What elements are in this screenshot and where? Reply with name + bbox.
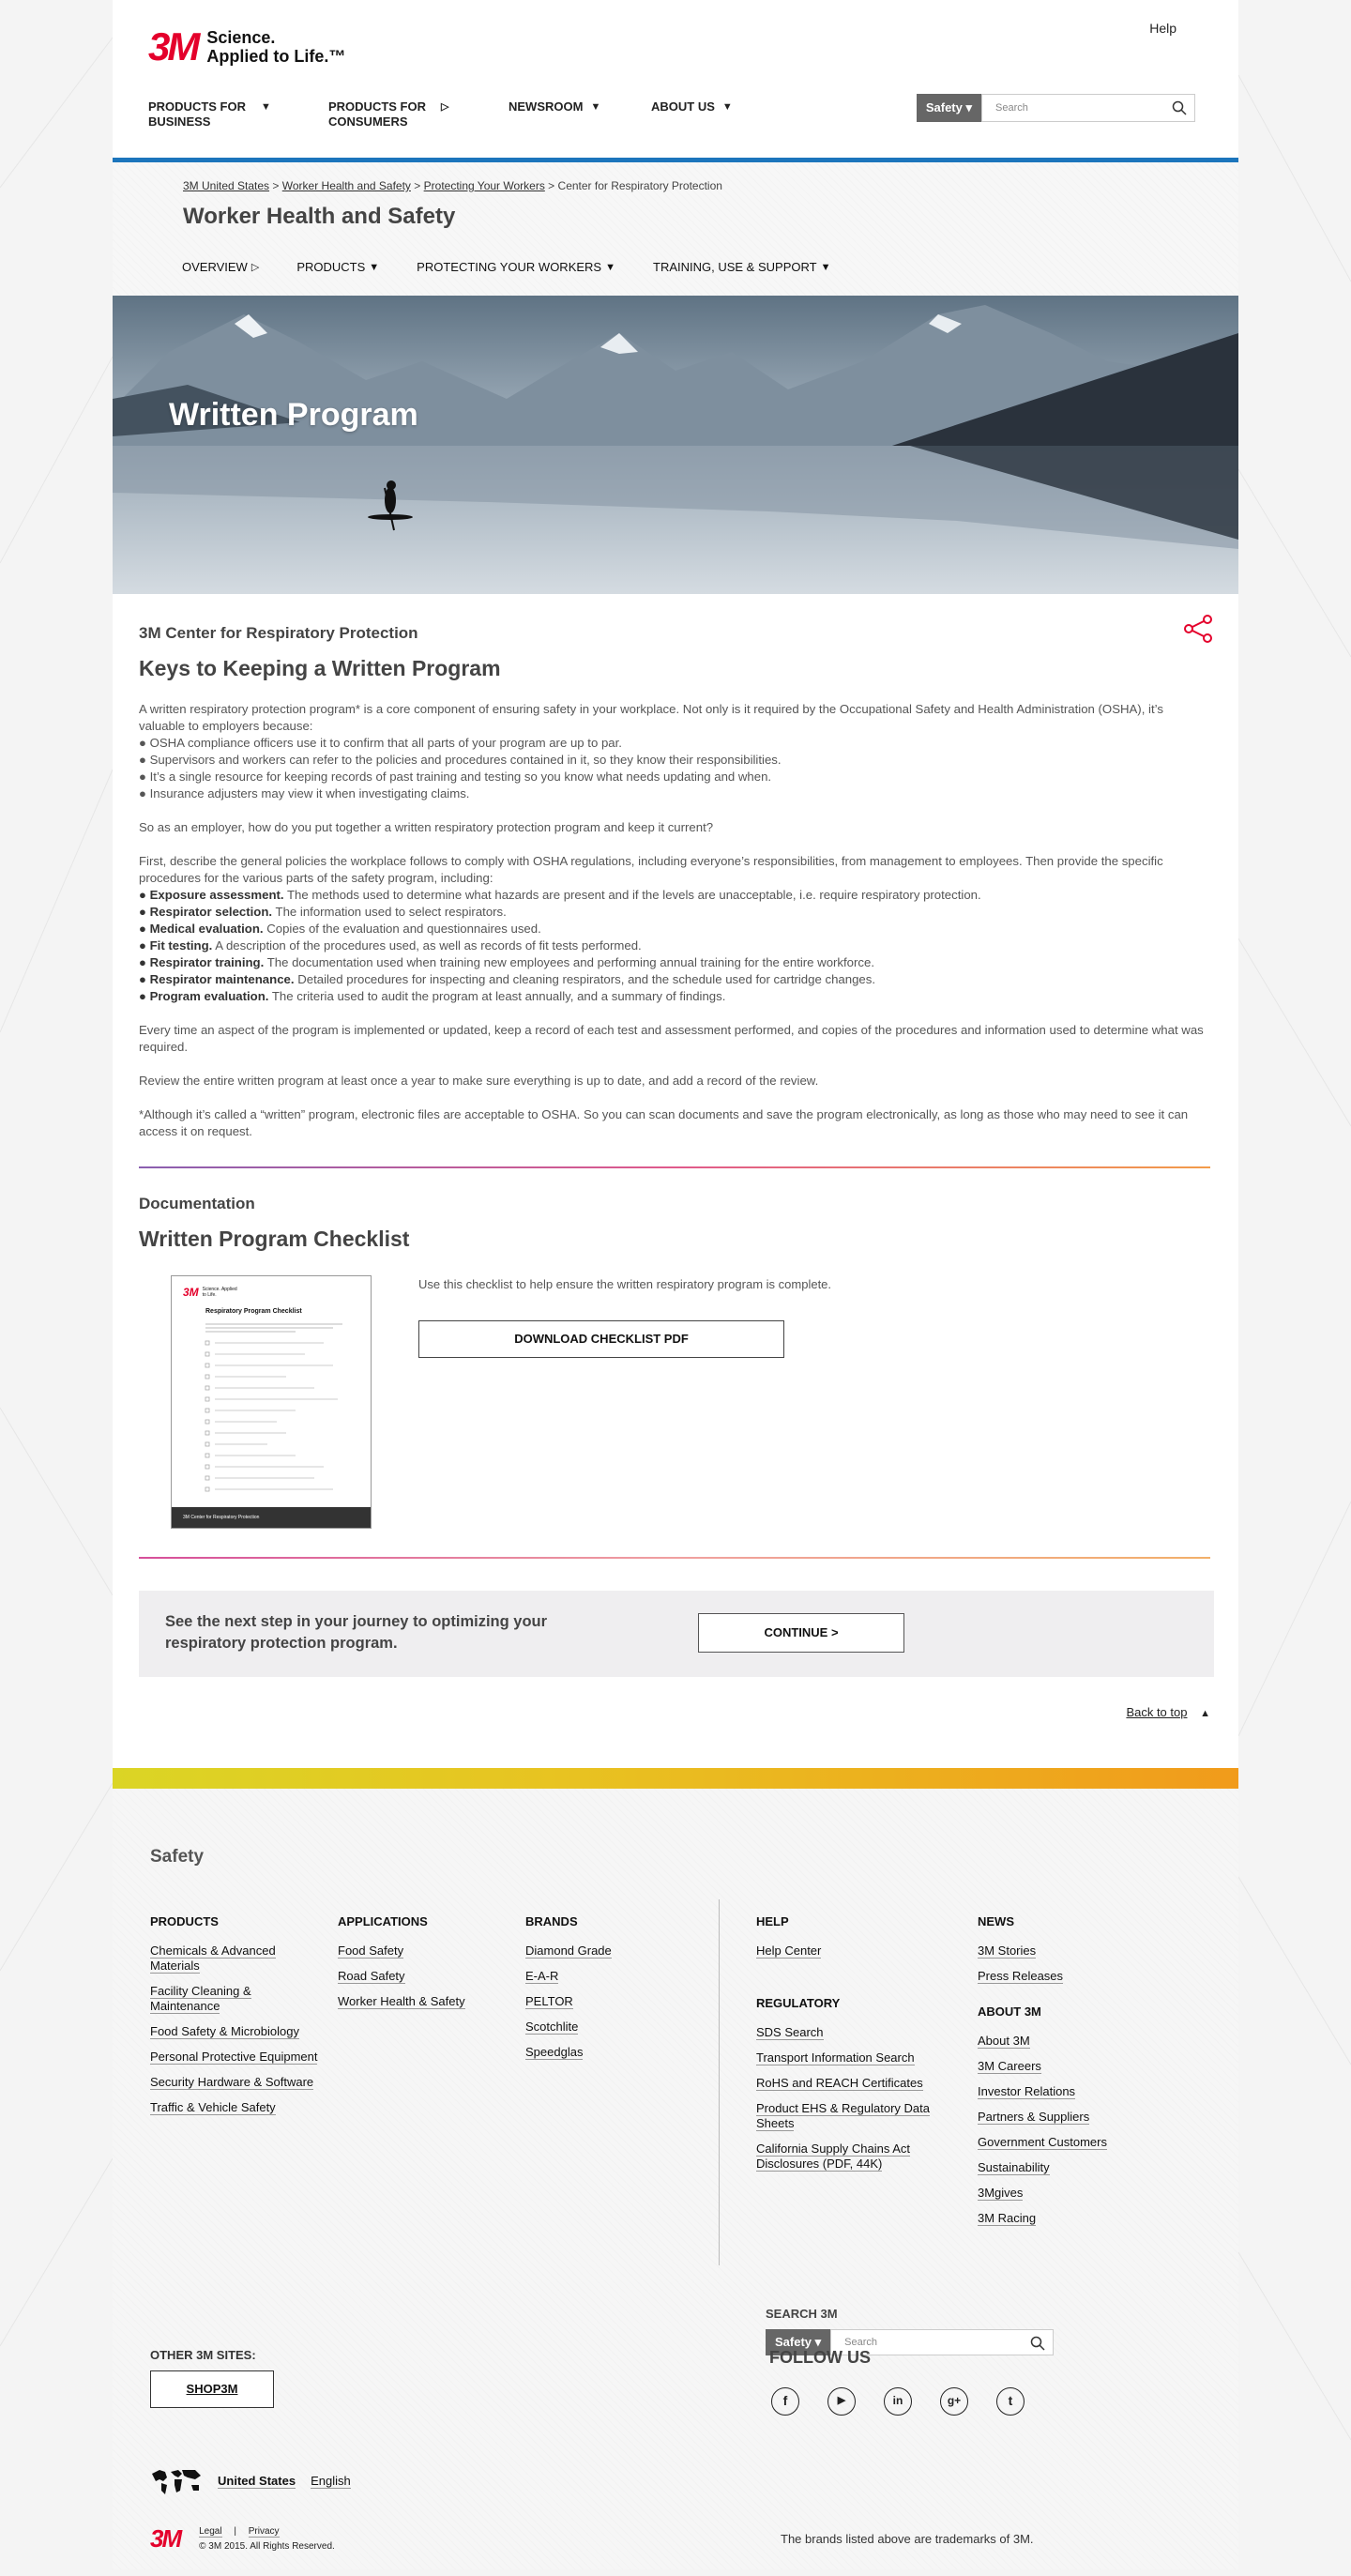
list-item: ● Respirator selection. The information used to select respirators. — [139, 905, 507, 919]
hero-title: Written Program — [169, 397, 418, 433]
triangle-down-icon: ▼ — [369, 261, 380, 273]
subnav-label: TRAINING, USE & SUPPORT — [653, 260, 817, 274]
thumb-footer — [172, 1507, 371, 1528]
list-item: ● Respirator training. The documentation used when training new employees and performing annual training for the entire workforce. — [139, 955, 875, 969]
footer-link[interactable]: Road Safety — [338, 1969, 405, 1983]
footer-link[interactable]: Partners & Suppliers — [978, 2110, 1090, 2124]
footer-link[interactable]: Worker Health & Safety — [338, 1994, 465, 2008]
footer-link[interactable]: Chemicals & Advanced Materials — [150, 1943, 276, 1973]
nav-products-business[interactable] — [148, 99, 298, 130]
section-header — [113, 162, 1238, 296]
footer-link[interactable]: Facility Cleaning & Maintenance — [150, 1984, 251, 2013]
locale-selector[interactable] — [150, 2466, 351, 2496]
triangle-down-icon: ▼ — [721, 101, 733, 113]
footer-heading: BRANDS — [525, 1914, 578, 1928]
documentation-title: Written Program Checklist — [139, 1227, 410, 1251]
share-icon[interactable] — [1182, 613, 1214, 645]
site-header — [113, 0, 1238, 158]
footer-logo: 3M — [150, 2524, 181, 2553]
footer-link[interactable]: Diamond Grade — [525, 1943, 612, 1958]
footer-link[interactable]: 3Mgives — [978, 2186, 1024, 2200]
procedures-intro: First, describe the general policies the workplace follows to comply with OSHA regulations, including everyone’s responsibilities, from management to employees. Then provide the specific procedures for the various parts of the safety program, including: — [139, 854, 1163, 885]
footer-link[interactable]: Scotchlite — [525, 2020, 579, 2034]
next-step-text: See the next step in your journey to optimizing your respiratory protection program. — [165, 1613, 548, 1652]
breadcrumb-separator: > — [272, 179, 280, 192]
list-item: ● Insurance adjusters may view it when investigating claims. — [139, 786, 470, 800]
nav-about-us[interactable] — [651, 99, 733, 130]
linkedin-icon[interactable]: in — [884, 2387, 912, 2416]
site-footer — [113, 1789, 1238, 2569]
other-sites-label: OTHER 3M SITES: — [150, 2348, 256, 2362]
footer-heading: REGULATORY — [756, 1996, 841, 2010]
search-placeholder: Search — [995, 102, 1028, 114]
nav-newsroom[interactable] — [509, 99, 621, 130]
thumb-tagline: Science. Applied to Life. — [202, 1287, 237, 1298]
breadcrumb-separator: > — [548, 179, 555, 192]
triangle-down-icon: ▼ — [605, 261, 615, 273]
locale-language: English — [311, 2474, 351, 2488]
main-content — [113, 594, 1238, 1768]
footer-link[interactable]: Food Safety — [338, 1943, 404, 1958]
legal-bar — [150, 2524, 335, 2554]
list-item: ● Supervisors and workers can refer to the policies and procedures contained in it, so they know their responsibilities. — [139, 753, 782, 767]
footer-link[interactable]: SDS Search — [756, 2025, 824, 2039]
breadcrumb — [183, 179, 722, 192]
download-checklist-button[interactable]: DOWNLOAD CHECKLIST PDF — [418, 1320, 784, 1358]
privacy-link[interactable]: Privacy — [248, 2526, 280, 2537]
next-step-banner — [139, 1591, 1214, 1677]
footer-link[interactable]: Sustainability — [978, 2160, 1050, 2174]
copyright-text: © 3M 2015. All Rights Reserved. — [199, 2541, 335, 2552]
triangle-down-icon: ▼ — [261, 101, 271, 113]
footer-accent-bar — [113, 1768, 1238, 1789]
list-item: ● OSHA compliance officers use it to confirm that all parts of your program are up to par. — [139, 736, 622, 750]
intro-text: A written respiratory protection program* is a core component of ensuring safety in your workplace. Not only is it required by the Occupational Safety and Health Administration (OSHA), it’s valuable to employers because: — [139, 702, 1163, 733]
tagline-line-2: Applied to Life.™ — [206, 47, 346, 66]
article-body — [139, 701, 1210, 1157]
article-eyebrow: 3M Center for Respiratory Protection — [139, 624, 418, 642]
nav-label: NEWSROOM — [509, 99, 584, 114]
search-icon[interactable] — [1172, 100, 1187, 115]
subnav-overview[interactable] — [182, 260, 259, 274]
nav-products-consumers[interactable] — [328, 99, 478, 130]
main-nav — [148, 99, 763, 130]
list-item: ● Respirator maintenance. Detailed procedures for inspecting and cleaning respirators, and the schedule used for cartridge changes. — [139, 972, 875, 986]
footer-heading: PRODUCTS — [150, 1914, 219, 1928]
page — [113, 0, 1238, 2569]
triangle-right-icon: ▷ — [250, 262, 260, 273]
section-title: Worker Health and Safety — [183, 204, 456, 229]
documentation-eyebrow: Documentation — [139, 1195, 255, 1212]
footer-link[interactable]: 3M Careers — [978, 2059, 1041, 2073]
footer-link[interactable]: About 3M — [978, 2034, 1030, 2048]
list-item: ● Program evaluation. The criteria used to audit the program at least annually, and a summary of findings. — [139, 989, 726, 1003]
search-scope-dropdown[interactable]: Safety ▾ — [917, 94, 981, 122]
subnav-label: OVERVIEW — [182, 260, 248, 274]
footer-link[interactable]: Government Customers — [978, 2135, 1107, 2149]
nav-label: PRODUCTS FOR BUSINESS — [148, 99, 246, 129]
globe-icon — [150, 2466, 203, 2496]
search-input[interactable] — [981, 94, 1195, 122]
list-item: ● Fit testing. A description of the procedures used, as well as records of fit tests performed. — [139, 938, 642, 953]
legal-links — [199, 2524, 335, 2554]
footer-link[interactable]: E-A-R — [525, 1969, 559, 1983]
divider — [139, 1166, 1210, 1168]
article-paragraph — [139, 701, 1210, 802]
footer-link[interactable]: Food Safety & Microbiology — [150, 2024, 299, 2038]
thumb-logo: 3M — [183, 1286, 199, 1299]
subnav-label: PRODUCTS — [296, 260, 366, 274]
footer-search-label: SEARCH 3M — [766, 2307, 838, 2321]
breadcrumb-separator: > — [414, 179, 421, 192]
footer-divider — [719, 1899, 720, 2265]
footer-link[interactable]: RoHS and REACH Certificates — [756, 2076, 923, 2090]
subnav-label: PROTECTING YOUR WORKERS — [417, 260, 602, 274]
logo-mark: 3M — [148, 24, 198, 69]
footer-link[interactable]: Investor Relations — [978, 2084, 1076, 2098]
footer-heading: HELP — [756, 1914, 789, 1928]
search-placeholder: Search — [844, 2337, 878, 2348]
triangle-right-icon: ▷ — [441, 101, 449, 113]
google-plus-icon[interactable]: g+ — [940, 2387, 968, 2416]
search-icon[interactable] — [1030, 2336, 1045, 2351]
footer-link[interactable]: Help Center — [756, 1943, 822, 1958]
logo-tagline — [206, 28, 345, 66]
thumb-footer-label: 3M Center for Respiratory Protection — [183, 1515, 260, 1520]
subnav-protecting[interactable] — [417, 260, 615, 274]
footer-search-scope-dropdown[interactable]: Safety ▾ — [766, 2329, 830, 2355]
footer-title: Safety — [150, 1847, 205, 1867]
trademark-note: The brands listed above are trademarks of 3M. — [781, 2532, 1034, 2546]
subnav-training[interactable] — [653, 260, 830, 274]
header-search — [917, 94, 1195, 122]
facebook-icon[interactable]: f — [771, 2387, 799, 2416]
footer-col-help — [756, 1914, 934, 2182]
article-title: Keys to Keeping a Written Program — [139, 656, 501, 680]
thumb-checklist-lines — [183, 1320, 361, 1508]
nav-label: ABOUT US — [651, 99, 715, 114]
triangle-down-icon: ▼ — [590, 101, 601, 113]
section-nav — [182, 260, 868, 274]
youtube-icon[interactable]: ▶ — [827, 2387, 856, 2416]
breadcrumb-link-3m-us[interactable]: 3M United States — [183, 179, 270, 192]
back-to-top-label: Back to top — [1126, 1705, 1188, 1719]
documentation-description: Use this checklist to help ensure the written respiratory program is complete. — [418, 1277, 832, 1291]
footer-link[interactable]: PELTOR — [525, 1994, 573, 2008]
footer-heading: ABOUT 3M — [978, 2004, 1041, 2019]
footer-heading: NEWS — [978, 1914, 1014, 1928]
footer-col-news — [978, 1914, 1146, 2236]
list-item: ● Exposure assessment. The methods used to determine what hazards are present and if the levels are unacceptable, i.e. require respiratory protection. — [139, 888, 981, 902]
help-link[interactable]: Help — [1149, 21, 1176, 36]
list-item: ● Medical evaluation. Copies of the evaluation and questionnaires used. — [139, 922, 541, 936]
footer-col-products — [150, 1914, 319, 2126]
thumb-title: Respiratory Program Checklist — [205, 1308, 302, 1315]
footer-col-brands — [525, 1914, 694, 2070]
legal-separator: | — [234, 2526, 236, 2537]
social-links — [771, 2387, 1053, 2416]
breadcrumb-link-protecting[interactable]: Protecting Your Workers — [423, 179, 545, 192]
divider — [139, 1557, 1210, 1559]
shop3m-button[interactable]: SHOP3M — [150, 2370, 274, 2408]
footer-link[interactable]: Transport Information Search — [756, 2050, 915, 2065]
hero-banner — [113, 296, 1238, 594]
checklist-thumbnail[interactable] — [171, 1275, 372, 1529]
legal-link[interactable]: Legal — [199, 2526, 222, 2537]
breadcrumb-current: Center for Respiratory Protection — [557, 179, 722, 192]
footer-link[interactable]: 3M Stories — [978, 1943, 1037, 1958]
hero-image — [113, 296, 1238, 594]
twitter-icon[interactable]: t — [996, 2387, 1025, 2416]
footer-heading: APPLICATIONS — [338, 1914, 428, 1928]
tagline-line-1: Science. — [206, 28, 276, 47]
list-item: ● It’s a single resource for keeping records of past training and testing so you know what needs updating and when. — [139, 770, 772, 784]
continue-button[interactable]: CONTINUE > — [698, 1613, 904, 1653]
article-paragraph — [139, 853, 1210, 1005]
locale-country: United States — [218, 2474, 296, 2488]
follow-us-label: FOLLOW US — [769, 2348, 871, 2367]
footer-link[interactable]: 3M Racing — [978, 2211, 1037, 2225]
back-to-top-link[interactable] — [1126, 1705, 1210, 1719]
footer-link[interactable]: Traffic & Vehicle Safety — [150, 2100, 276, 2114]
article-footnote: *Although it’s called a “written” program, electronic files are acceptable to OSHA. So you can scan documents and save the program electronically, as long as those who may need to see it can access it on request. — [139, 1107, 1189, 1138]
footer-col-applications — [338, 1914, 507, 2020]
footer-link[interactable]: Personal Protective Equipment — [150, 2050, 318, 2064]
footer-link[interactable]: Security Hardware & Software — [150, 2075, 314, 2089]
article-paragraph: Every time an aspect of the program is implemented or updated, keep a record of each test and assessment performed, and copies of the procedures and information used to determine what was required. — [139, 1023, 1204, 1054]
triangle-down-icon: ▼ — [820, 261, 831, 273]
subnav-products[interactable] — [296, 260, 379, 274]
article-paragraph: So as an employer, how do you put together a written respiratory protection program and keep it current? — [139, 820, 714, 834]
triangle-up-icon: ▲ — [1200, 1708, 1210, 1719]
footer-link[interactable]: California Supply Chains Act Disclosures (PDF, 44K) — [756, 2142, 911, 2171]
article-paragraph: Review the entire written program at least once a year to make sure everything is up to date, and add a record of the review. — [139, 1074, 819, 1088]
footer-link[interactable]: Press Releases — [978, 1969, 1064, 1983]
footer-link[interactable]: Product EHS & Regulatory Data Sheets — [756, 2101, 930, 2130]
footer-link[interactable]: Speedglas — [525, 2045, 584, 2059]
breadcrumb-link-worker-health[interactable]: Worker Health and Safety — [281, 179, 411, 192]
nav-label: PRODUCTS FOR CONSUMERS — [328, 99, 426, 129]
brand-logo[interactable] — [148, 24, 345, 69]
